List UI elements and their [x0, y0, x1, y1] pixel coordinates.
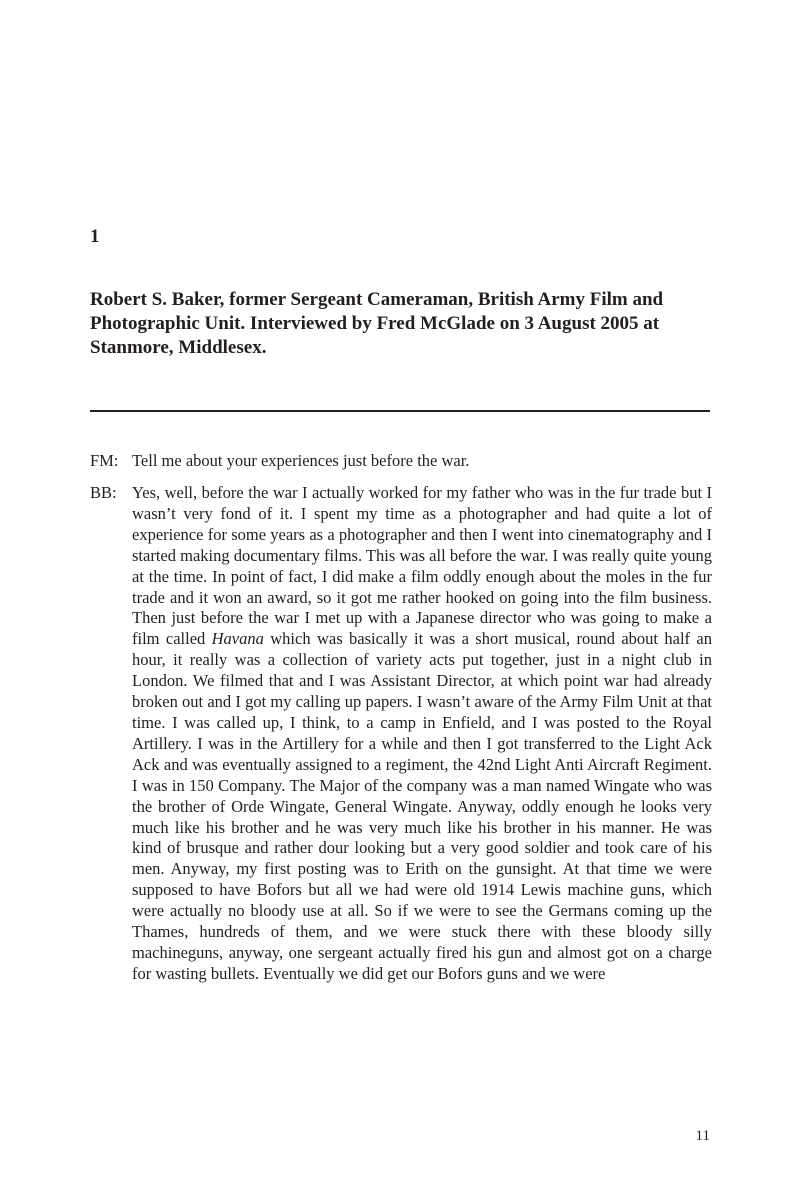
chapter-number: 1	[90, 226, 100, 247]
speaker-label: BB:	[90, 483, 117, 502]
speech-paragraph	[132, 483, 712, 985]
speech-paragraph: Tell me about your experiences just before the war.	[132, 451, 470, 470]
chapter-title: Robert S. Baker, former Sergeant Cameraman, British Army Film and Photographic Unit. Interviewed by Fred McGlade on 3 August 2005 at Stanmore, Middlesex.	[90, 289, 664, 358]
speech-text-part-1: Yes, well, before the war I actually worked for my father who was in the fur trade but I wasn’t very fond of it. I spent my time as a photographer and had quite a lot of experience for some years as a photographer and then I went into cinematography and I started making documentary films. This was all before the war. I was really quite young at the time. In point of fact, I did make a film oddly enough about the moles in the fur trade and it won an award, so it got me rather hooked on going into the film business. Then just before the war I met up with a Japanese director who was going to make a film called	[132, 483, 712, 649]
film-title-italic: Havana	[211, 629, 264, 649]
speech-text-part-2: which was basically it was a short musical, round about half an hour, it really was a collection of variety acts put together, just in a night club in London. We filmed that and I was Assistant Director, at which point war had already broken out and I got my calling up papers. I wasn’t aware of the Army Film Unit at that time. I was called up, I think, to a camp in Enfield, and I was posted to the Royal Artillery. I was in the Artillery for a while and then I got transferred to the Light Ack Ack and was eventually assigned to a regiment, the 42nd Light Anti Aircraft Regiment. I was in 150 Company. The Major of the company was a man named Wingate who was the brother of Orde Wingate, General Wingate. Anyway, oddly enough he looks very much like his brother and he was very much like his brother in his manner. He was kind of brusque and rather dour looking but a very good soldier and took care of his men. Anyway, my first posting was to Erith on the gunsight. At that time we were supposed to have Bofors but all we had were old 1914 Lewis machine guns, which were actually no bloody use at all. So if we were to see the Germans coming up the Thames, hundreds of them, and we were stuck there with these bloody silly machineguns, anyway, one sergeant actually fired his gun and almost got on a charge for wasting bullets. Eventually we did get our Bofors guns and we were	[132, 629, 712, 983]
interview-exchange	[90, 451, 712, 472]
horizontal-rule	[90, 410, 710, 412]
interview-exchange	[90, 483, 712, 985]
speaker-label: FM:	[90, 451, 119, 470]
page-number: 11	[695, 1128, 710, 1144]
speech-text	[132, 451, 712, 472]
speech-text	[132, 483, 712, 985]
